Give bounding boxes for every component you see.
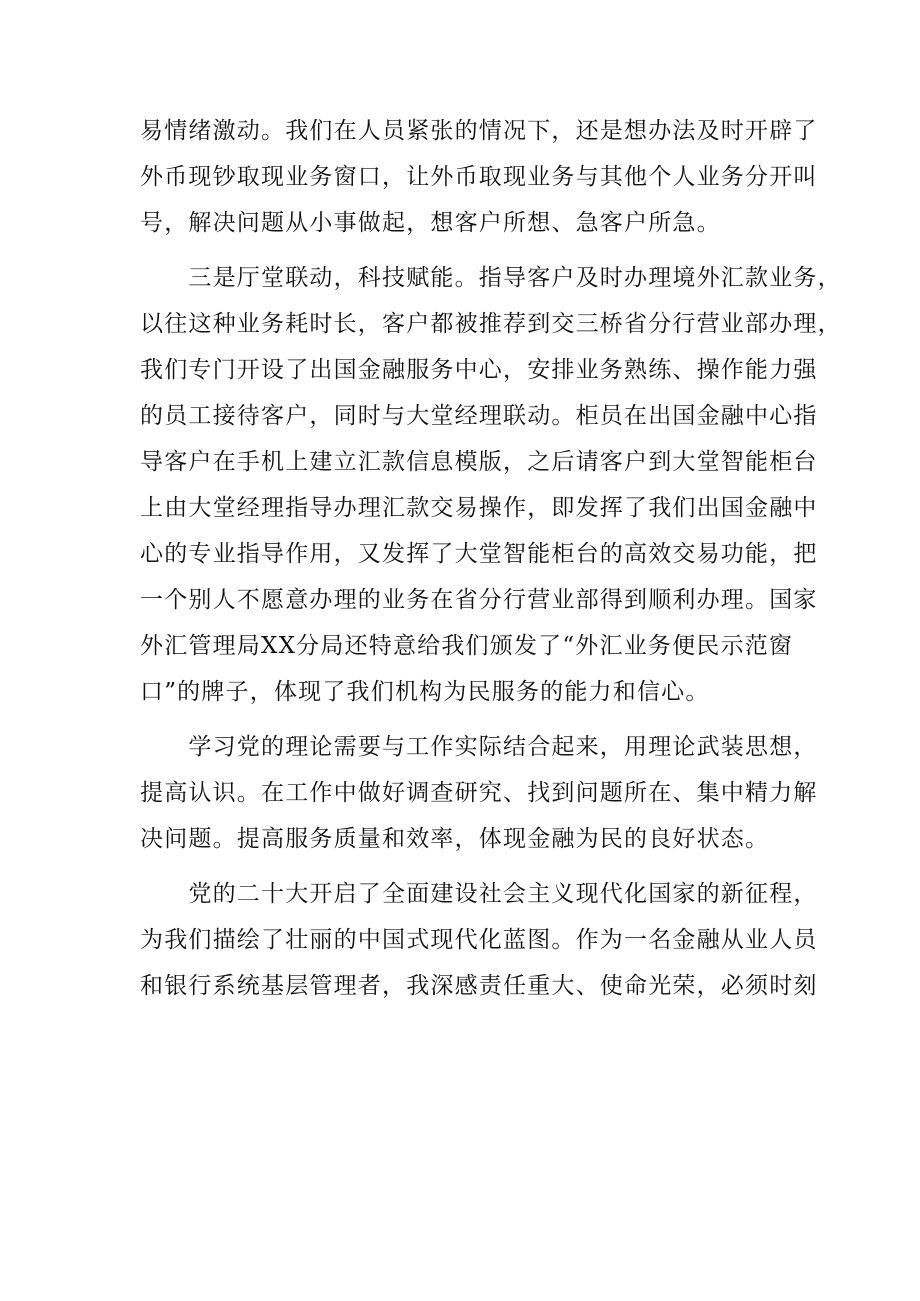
paragraph-3 <box>140 724 818 862</box>
paragraph-line: 易情绪激动。我们在人员紧张的情况下，还是想办法及时开辟了 <box>140 118 818 144</box>
paragraph-line: 提高认识。在工作中做好调查研究、找到问题所在、集中精力解 <box>140 780 818 806</box>
paragraph-1 <box>140 108 818 246</box>
paragraph-line: 口”的牌子，体现了我们机构为民服务的能力和信心。 <box>140 679 710 705</box>
paragraph-gap <box>140 715 792 724</box>
paragraph-line: 的员工接待客户，同时与大堂经理联动。柜员在出国金融中心指 <box>140 403 818 429</box>
paragraph-gap <box>140 246 792 255</box>
paragraph-line: 我们专门开设了出国金融服务中心，安排业务熟练、操作能力强 <box>140 357 818 383</box>
paragraph-line: 号，解决问题从小事做起，想客户所想、急客户所急。 <box>140 210 721 236</box>
paragraph-line: 三是厅堂联动，科技赋能。指导客户及时办理境外汇款业务， <box>140 265 842 291</box>
paragraph-line: 党的二十大开启了全面建设社会主义现代化国家的新征程， <box>140 881 818 907</box>
paragraph-line: 外币现钞取现业务窗口，让外币取现业务与其他个人业务分开叫 <box>140 164 818 190</box>
document-body <box>140 108 842 1009</box>
paragraph-line: 一个别人不愿意办理的业务在省分行营业部得到顺利办理。国家 <box>140 587 818 613</box>
paragraph-line: 决问题。提高服务质量和效率，体现金融为民的良好状态。 <box>140 826 770 852</box>
paragraph-line: 上由大堂经理指导办理汇款交易操作，即发挥了我们出国金融中 <box>140 495 818 521</box>
paragraph-line: 外汇管理局XX分局还特意给我们颁发了“外汇业务便民示范窗 <box>140 633 794 659</box>
paragraph-line: 心的专业指导作用，又发挥了大堂智能柜台的高效交易功能，把 <box>140 541 818 567</box>
paragraph-2 <box>140 255 842 715</box>
paragraph-4 <box>140 871 818 1009</box>
paragraph-line: 为我们描绘了壮丽的中国式现代化蓝图。作为一名金融从业人员 <box>140 927 818 953</box>
paragraph-line: 以往这种业务耗时长，客户都被推荐到交三桥省分行营业部办理， <box>140 311 842 337</box>
paragraph-line: 学习党的理论需要与工作实际结合起来，用理论武装思想， <box>140 734 818 760</box>
paragraph-line: 导客户在手机上建立汇款信息模版，之后请客户到大堂智能柜台 <box>140 449 818 475</box>
paragraph-line: 和银行系统基层管理者，我深感责任重大、使命光荣，必须时刻 <box>140 973 818 999</box>
paragraph-gap <box>140 862 792 871</box>
